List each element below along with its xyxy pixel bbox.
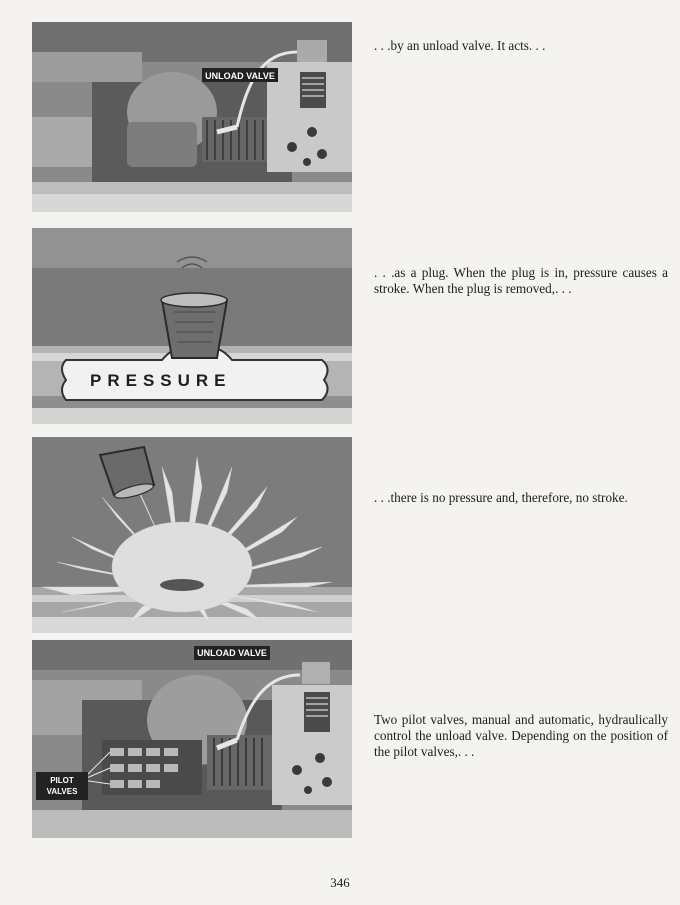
unload-valve-label-2: UNLOAD VALVE: [197, 648, 267, 658]
illustration-unload-valve: [32, 22, 352, 212]
caption-plug: . . .as a plug. When the plug is in, pressure causes a stroke. When the plug is removed,. . .: [374, 265, 668, 296]
unload-valve-label: UNLOAD VALVE: [205, 71, 275, 81]
illustration-pilot-valves: [32, 640, 352, 838]
pressure-label: PRESSURE: [90, 371, 232, 390]
illustration-plug-pressure: [32, 228, 352, 424]
caption-pilot-valves: Two pilot valves, manual and automatic, hydraulically control the unload valve. Depending on the position of the pilot valves,. . .: [374, 712, 668, 759]
pilot-valves-label: PILOT VALVES: [46, 776, 78, 796]
page-number: 346: [330, 875, 350, 890]
illustration-plug-removed: [32, 437, 352, 633]
caption-unload-valve: . . .by an unload valve. It acts. . .: [374, 38, 546, 53]
caption-no-pressure: . . .there is no pressure and, therefore, no stroke.: [374, 490, 628, 505]
